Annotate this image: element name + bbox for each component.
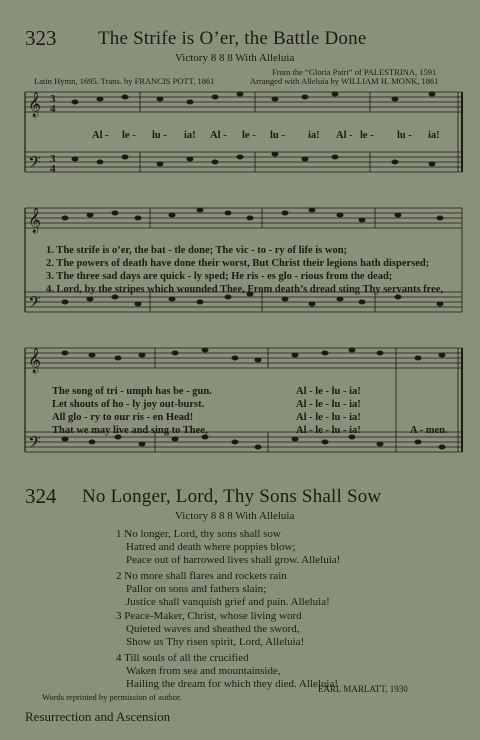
verse-line: 3. The three sad days are quick - ly sped; He ris - es glo - rious from the dead;	[46, 271, 393, 282]
syllable: ia!	[184, 130, 196, 141]
svg-text:𝄢: 𝄢	[28, 294, 41, 316]
verse-text: All glo - ry to our ris - en Head!	[52, 412, 194, 423]
syllable: lu -	[152, 130, 167, 141]
verses-part-2	[52, 385, 462, 437]
stanza	[116, 652, 338, 691]
verse-amen: A - men.	[410, 425, 448, 436]
tune-line: Victory 8 8 8 With Alleluia	[175, 52, 295, 64]
svg-text:4: 4	[50, 163, 56, 175]
svg-text:3: 3	[50, 153, 56, 165]
svg-text:𝄞: 𝄞	[28, 91, 42, 116]
hymn-number: 324	[25, 484, 57, 508]
stanza	[116, 570, 330, 609]
stanza-line: Waken from sea and mountainside,	[126, 665, 281, 677]
author-credit: EARL MARLATT, 1930	[318, 684, 408, 694]
svg-text:4: 4	[50, 103, 56, 115]
text-credit: Latin Hymn, 1695. Trans. by FRANCIS POTT, 1861	[34, 76, 215, 86]
stanza-line: No longer, Lord, thy sons shall sow	[124, 528, 281, 540]
stanza-line: Peace out of harrowed lives shall grow. Alleluia!	[126, 554, 341, 566]
hymn-title: The Strife is O’er, the Battle Done	[98, 28, 367, 49]
hymn-title: No Longer, Lord, Thy Sons Shall Sow	[82, 486, 382, 507]
verse-alleluia: Al - le - lu - ia!	[296, 412, 361, 423]
svg-text:𝄞: 𝄞	[28, 207, 42, 232]
svg-text:3: 3	[50, 93, 56, 105]
syllable: ia!	[308, 130, 320, 141]
syllable: Al -	[92, 130, 109, 141]
verses-part-1	[46, 244, 443, 296]
stanza-number: 2	[116, 570, 122, 582]
verse-text: That we may live and sing to Thee,	[52, 425, 208, 436]
syllable: le -	[242, 130, 256, 141]
arrangement-credit: Arranged with Alleluia by WILLIAM H. MONK, 1861	[250, 76, 439, 86]
verse-row	[52, 398, 462, 411]
stanza-line: Quieted waves and sheathed the sword,	[126, 623, 300, 635]
svg-text:𝄢: 𝄢	[28, 434, 41, 456]
syllable: Al -	[210, 130, 227, 141]
syllable: lu -	[397, 130, 412, 141]
tune-line: Victory 8 8 8 With Alleluia	[175, 510, 295, 522]
verse-text: The song of tri - umph has be - gun.	[52, 386, 212, 397]
stanza	[116, 528, 340, 567]
stanza-line: Peace-Maker, Christ, whose living word	[124, 610, 302, 622]
hymn-number: 323	[25, 26, 57, 50]
verse-line: 2. The powers of death have done their worst, But Christ their legions hath dispersed;	[46, 258, 430, 269]
syllable: ia!	[428, 130, 440, 141]
section-footer: Resurrection and Ascension	[25, 709, 171, 724]
stanza-line: Justice shall vanquish grief and pain. Alleluia!	[126, 596, 330, 608]
verse-row	[52, 424, 462, 437]
syllable: lu -	[270, 130, 285, 141]
music-credit: From the “Gloria Patri” of PALESTRINA, 1591	[272, 67, 437, 77]
svg-text:𝄞: 𝄞	[28, 347, 42, 372]
syllable: le -	[122, 130, 136, 141]
stanza	[116, 610, 304, 649]
permission-note: Words reprinted by permission of author.	[42, 692, 182, 702]
svg-text:𝄢: 𝄢	[28, 154, 41, 176]
stanza-number: 4	[116, 652, 122, 664]
verse-alleluia: Al - le - lu - ia!	[296, 425, 361, 436]
syllable: Al -	[336, 130, 353, 141]
verse-text: Let shouts of ho - ly joy out-burst.	[52, 399, 205, 410]
stanza-line: Hatred and death where poppies blow;	[126, 541, 296, 553]
stanza-line: No more shall flares and rockets rain	[124, 570, 287, 582]
stanza-line: Till souls of all the crucified	[124, 652, 249, 664]
syllable: le -	[360, 130, 374, 141]
stanza-line: Show us Thy risen spirit, Lord, Alleluia!	[126, 636, 305, 648]
verse-alleluia: Al - le - lu - ia!	[296, 399, 361, 410]
verse-line: 1. The strife is o’er, the bat - tle done; The vic - to - ry of life is won;	[46, 245, 348, 256]
verse-row	[52, 411, 462, 424]
verse-row	[52, 385, 462, 398]
stanza-line: Hailing the dream for which they died. Alleluia!	[126, 678, 338, 690]
stanza-number: 3	[116, 610, 122, 622]
verse-line: 4. Lord, by the stripes which wounded Thee, From death’s dread sting Thy servants free,	[46, 284, 444, 295]
stanza-number: 1	[116, 528, 122, 540]
stanza-line: Pallor on sons and fathers slain;	[126, 583, 267, 595]
verse-alleluia: Al - le - lu - ia!	[296, 386, 361, 397]
